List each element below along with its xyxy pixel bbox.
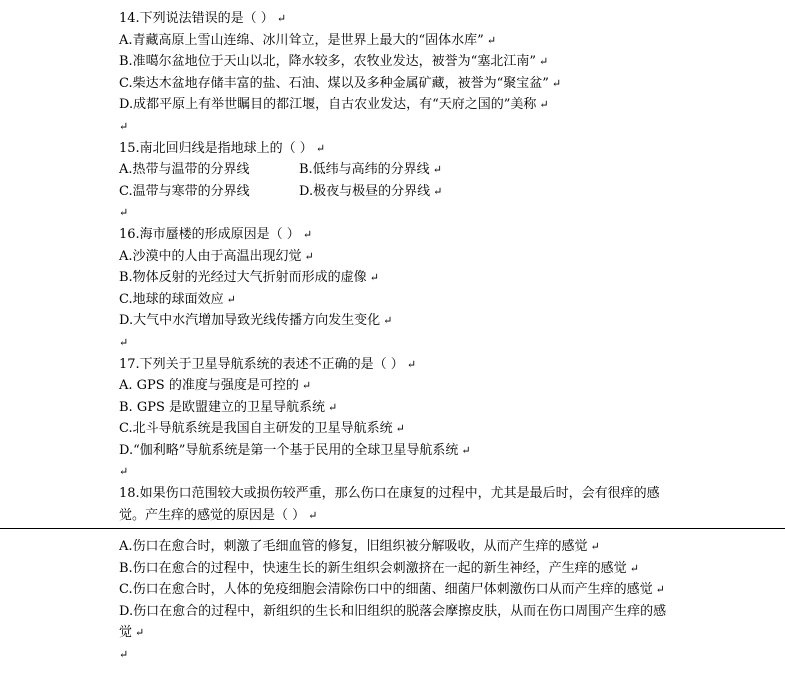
paragraph-mark-icon: ↵ (406, 357, 417, 371)
question-14-option-a: A.青藏高原上雪山连绵、冰川耸立，是世界上最大的“固体水库” ↵ (119, 32, 497, 48)
empty-paragraph (119, 461, 679, 483)
question-15-option-b: B.低纬与高纬的分界线 (299, 162, 430, 178)
question-17-option-a: A. GPS 的准度与强度是可控的 ↵ (119, 378, 312, 394)
document-page-1 (119, 8, 679, 526)
paragraph-mark-icon: ↵ (328, 400, 338, 414)
question-16-option-d: D.大气中水汽增加导致光线传播方向发生变化 ↵ (119, 313, 393, 329)
paragraph-mark-icon: ↵ (655, 583, 665, 597)
question-17-option-c: C.北斗导航系统是我国自主研发的卫星导航系统 ↵ (119, 421, 405, 437)
question-14-stem: 14.下列说法错误的是（ ） ↵ (119, 11, 287, 26)
question-14-option-b: B.准噶尔盆地位于天山以北，降水较多，农牧业发达，被誉为“塞北江南” ↵ (119, 54, 549, 70)
paragraph-mark-icon: ↵ (383, 314, 393, 328)
paragraph-mark-icon: ↵ (301, 379, 312, 393)
question-17-option-d: D.“伽利略”导航系统是第一个基于民用的全球卫星导航系统 ↵ (119, 442, 471, 458)
empty-paragraph (119, 332, 679, 354)
question-16-option-b: B.物体反射的光经过大气折射而形成的虚像 ↵ (119, 270, 379, 286)
paragraph-mark-icon: ↵ (226, 292, 236, 306)
page-break-divider (0, 528, 785, 529)
question-15-stem: 15.南北回归线是指地球上的（ ） ↵ (119, 140, 326, 156)
document-page-2 (119, 536, 679, 666)
paragraph-mark-icon: ↵ (433, 184, 443, 198)
paragraph-mark-icon: ↵ (119, 119, 129, 133)
paragraph-mark-icon: ↵ (369, 271, 379, 285)
question-18-option-d: D.伤口在愈合的过程中，新组织的生长和旧组织的脱落会摩擦皮肤，从而在伤口周围产生痒的感觉 ↵ (119, 603, 667, 641)
question-17-option-b: B. GPS 是欧盟建立的卫星导航系统 ↵ (119, 399, 338, 415)
question-16-option-a: A.沙漠中的人由于高温出现幻觉 ↵ (119, 248, 314, 264)
question-16-option-c: C.地球的球面效应 ↵ (119, 291, 236, 307)
question-18-option-a: A.伤口在愈合时，刺激了毛细血管的修复，旧组织被分解吸收，从而产生痒的感觉 ↵ (119, 539, 600, 554)
paragraph-mark-icon: ↵ (432, 163, 442, 177)
paragraph-mark-icon: ↵ (308, 508, 318, 522)
paragraph-mark-icon: ↵ (629, 561, 639, 575)
question-15-option-c: C.温带与寒带的分界线 (119, 183, 250, 199)
question-15-option-d: D.极夜与极昼的分界线 (299, 183, 431, 199)
question-17-stem: 17.下列关于卫星导航系统的表述不正确的是（ ） ↵ (119, 356, 417, 372)
paragraph-mark-icon: ↵ (304, 249, 314, 263)
question-16-stem: 16.海市蜃楼的形成原因是（ ） ↵ (119, 226, 313, 242)
paragraph-mark-icon: ↵ (119, 335, 129, 349)
empty-paragraph (119, 116, 679, 138)
question-15-options-row-1 (119, 159, 679, 181)
paragraph-mark-icon: ↵ (551, 76, 562, 90)
question-15-option-a: A.热带与温带的分界线 (119, 162, 250, 178)
paragraph-mark-icon: ↵ (461, 443, 471, 457)
question-18-option-b: B.伤口在愈合的过程中，快速生长的新生组织会刺激挤在一起的新生神经，产生痒的感觉 ↵ (119, 560, 639, 576)
question-15-options-row-2 (119, 181, 679, 203)
paragraph-mark-icon: ↵ (590, 540, 600, 553)
paragraph-mark-icon: ↵ (302, 227, 313, 241)
empty-paragraph (119, 202, 679, 224)
paragraph-mark-icon: ↵ (119, 465, 129, 479)
paragraph-mark-icon: ↵ (395, 422, 405, 436)
question-18-stem: 18.如果伤口范围较大或损伤较严重，那么伤口在康复的过程中，尤其是最后时，会有很痒的感觉。产生痒的感觉的原因是（ ） ↵ (119, 486, 660, 523)
paragraph-mark-icon: ↵ (486, 33, 497, 47)
paragraph-mark-icon: ↵ (538, 55, 549, 69)
paragraph-mark-icon: ↵ (276, 12, 287, 25)
question-14-option-d: D.成都平原上有举世瞩目的都江堰，自古农业发达，有“天府之国的”美称 ↵ (119, 97, 549, 113)
empty-paragraph (119, 644, 679, 666)
paragraph-mark-icon: ↵ (119, 647, 129, 661)
paragraph-mark-icon: ↵ (539, 98, 549, 112)
paragraph-mark-icon: ↵ (135, 626, 145, 640)
paragraph-mark-icon: ↵ (119, 206, 129, 220)
question-18-option-c: C.伤口在愈合时，人体的免疫细胞会清除伤口中的细菌、细菌尸体刺激伤口从而产生痒的感觉 ↵ (119, 582, 665, 598)
paragraph-mark-icon: ↵ (315, 141, 326, 155)
question-14-option-c: C.柴达木盆地存储丰富的盐、石油、煤以及多种金属矿藏，被誉为“聚宝盆” ↵ (119, 75, 562, 91)
